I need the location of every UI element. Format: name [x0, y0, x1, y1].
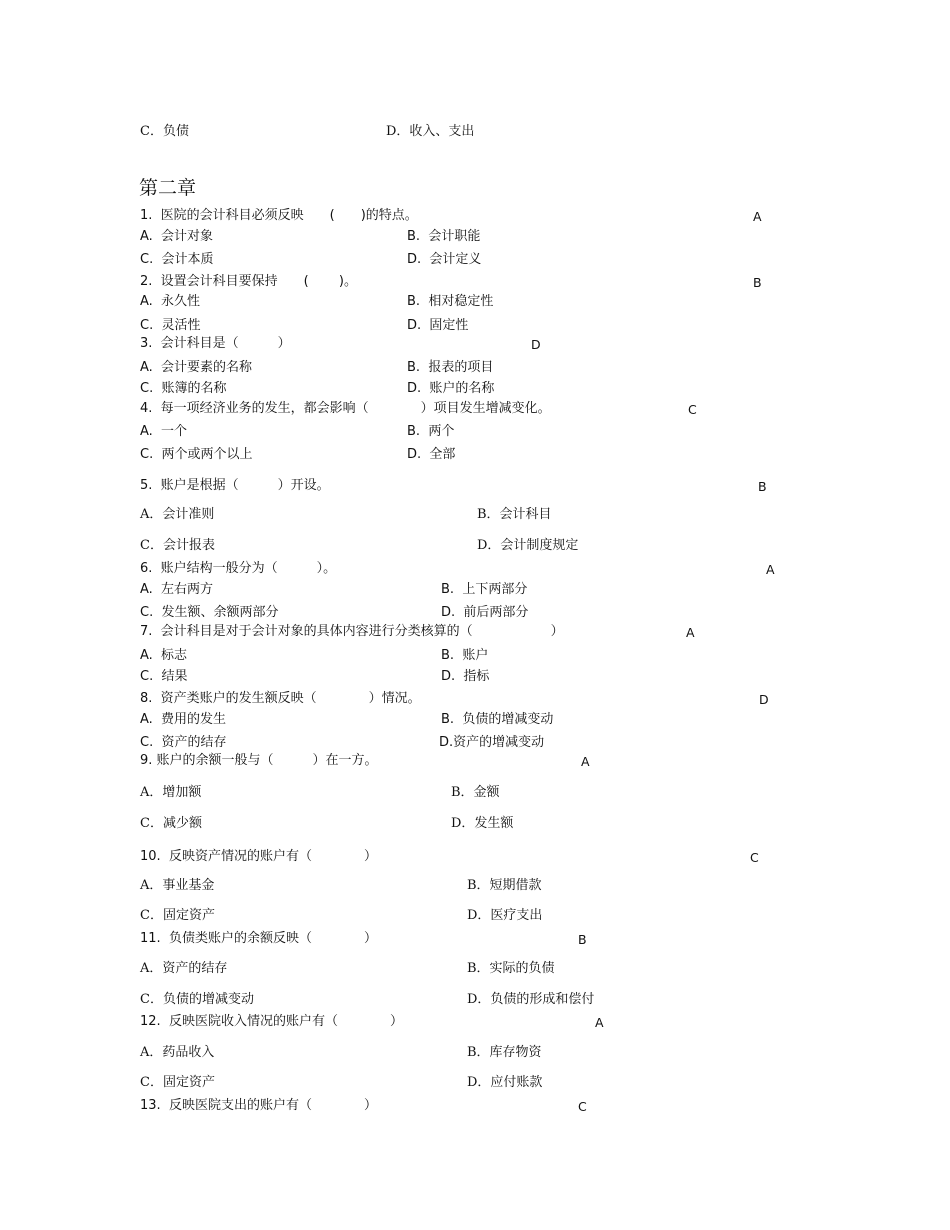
option-c: C．固定资产 — [140, 908, 215, 923]
chapter-title: 第二章 — [139, 177, 197, 199]
question-stem: 8. 资产类账户的发生额反映（ ）情况。 — [140, 691, 421, 706]
question-stem: 13. 反映医院支出的账户有（ ） — [140, 1098, 377, 1113]
option-a: A．资产的结存 — [140, 961, 228, 976]
option-b: B. 报表的项目 — [407, 360, 494, 375]
option-b: B．短期借款 — [467, 878, 542, 893]
question-stem: 10. 反映资产情况的账户有（ ） — [140, 849, 377, 864]
option-d: D. 账户的名称 — [407, 381, 495, 396]
option-c: C. 资产的结存 — [140, 735, 227, 750]
option-c: C．负债的增减变动 — [140, 992, 254, 1007]
option-a: A．增加额 — [140, 785, 202, 800]
question-stem: 2. 设置会计科目要保持 ( )。 — [140, 274, 357, 289]
option-a: A. 会计对象 — [140, 229, 214, 244]
option-c: C. 结果 — [140, 669, 188, 684]
question-stem: 5. 账户是根据（ ）开设。 — [140, 478, 330, 493]
option-d: D. 固定性 — [407, 318, 469, 333]
question-stem: 4. 每一项经济业务的发生，都会影响（ ）项目发生增减变化。 — [140, 401, 551, 416]
answer-key: A — [753, 209, 762, 224]
answer-key: B — [758, 479, 767, 494]
option-d: D. 前后两部分 — [441, 605, 529, 620]
option-c: C. 账簿的名称 — [140, 381, 227, 396]
answer-key: A — [581, 754, 590, 769]
answer-key: A — [766, 562, 775, 577]
option-a: A. 一个 — [140, 424, 188, 439]
option-b: B. 会计职能 — [407, 229, 481, 244]
option-a: A. 标志 — [140, 648, 188, 663]
question-stem: 11. 负债类账户的余额反映（ ） — [140, 931, 377, 946]
option-d: D．负债的形成和偿付 — [467, 992, 595, 1007]
option-c: C．会计报表 — [140, 538, 215, 553]
option-d: D．应付账款 — [467, 1075, 543, 1090]
answer-key: D — [531, 337, 541, 352]
answer-key: C — [750, 850, 759, 865]
option-d: D. 会计定义 — [407, 252, 482, 267]
question-stem: 9. 账户的余额一般与（ ）在一方。 — [140, 753, 378, 768]
option-b: B. 账户 — [441, 648, 489, 663]
option-a: A．药品收入 — [140, 1045, 215, 1060]
answer-key: C — [688, 402, 697, 417]
option-b: B．会计科目 — [477, 507, 552, 522]
answer-key: A — [686, 625, 695, 640]
answer-key: B — [753, 275, 762, 290]
option-b: B．库存物资 — [467, 1045, 542, 1060]
question-stem: 12. 反映医院收入情况的账户有（ ） — [140, 1014, 403, 1029]
option-c: C．负债 — [140, 124, 189, 139]
option-b: B. 上下两部分 — [441, 582, 528, 597]
option-a: A. 永久性 — [140, 294, 201, 309]
option-d: D．医疗支出 — [467, 908, 543, 923]
option-b: B. 相对稳定性 — [407, 294, 494, 309]
option-a: A. 费用的发生 — [140, 712, 227, 727]
option-c: C．固定资产 — [140, 1075, 215, 1090]
option-d: D. 指标 — [441, 669, 490, 684]
question-stem: 6. 账户结构一般分为（ ）。 — [140, 561, 337, 576]
option-b: B．实际的负债 — [467, 961, 555, 976]
option-d: D．发生额 — [451, 816, 514, 831]
option-c: C. 发生额、余额两部分 — [140, 605, 279, 620]
option-d: D. 全部 — [407, 447, 456, 462]
answer-key: A — [595, 1015, 604, 1030]
option-a: A. 会计要素的名称 — [140, 360, 253, 375]
option-c: C. 会计本质 — [140, 252, 214, 267]
question-stem: 3. 会计科目是（ ） — [140, 336, 291, 351]
option-c: C. 两个或两个以上 — [140, 447, 253, 462]
answer-key: C — [578, 1099, 587, 1114]
option-b: B. 负债的增减变动 — [441, 712, 554, 727]
option-d: D.资产的增减变动 — [439, 735, 545, 750]
option-a: A．事业基金 — [140, 878, 215, 893]
option-b: B. 两个 — [407, 424, 455, 439]
option-a: A．会计准则 — [140, 507, 215, 522]
question-stem: 7. 会计科目是对于会计对象的具体内容进行分类核算的（ ） — [140, 624, 564, 639]
option-d: D．会计制度规定 — [477, 538, 579, 553]
option-d: D．收入、支出 — [386, 124, 475, 139]
answer-key: D — [759, 692, 769, 707]
answer-key: B — [578, 932, 587, 947]
option-a: A. 左右两方 — [140, 582, 214, 597]
option-c: C．减少额 — [140, 816, 202, 831]
option-c: C. 灵活性 — [140, 318, 201, 333]
option-b: B．金额 — [451, 785, 500, 800]
question-stem: 1. 医院的会计科目必须反映 ( )的特点。 — [140, 208, 418, 223]
